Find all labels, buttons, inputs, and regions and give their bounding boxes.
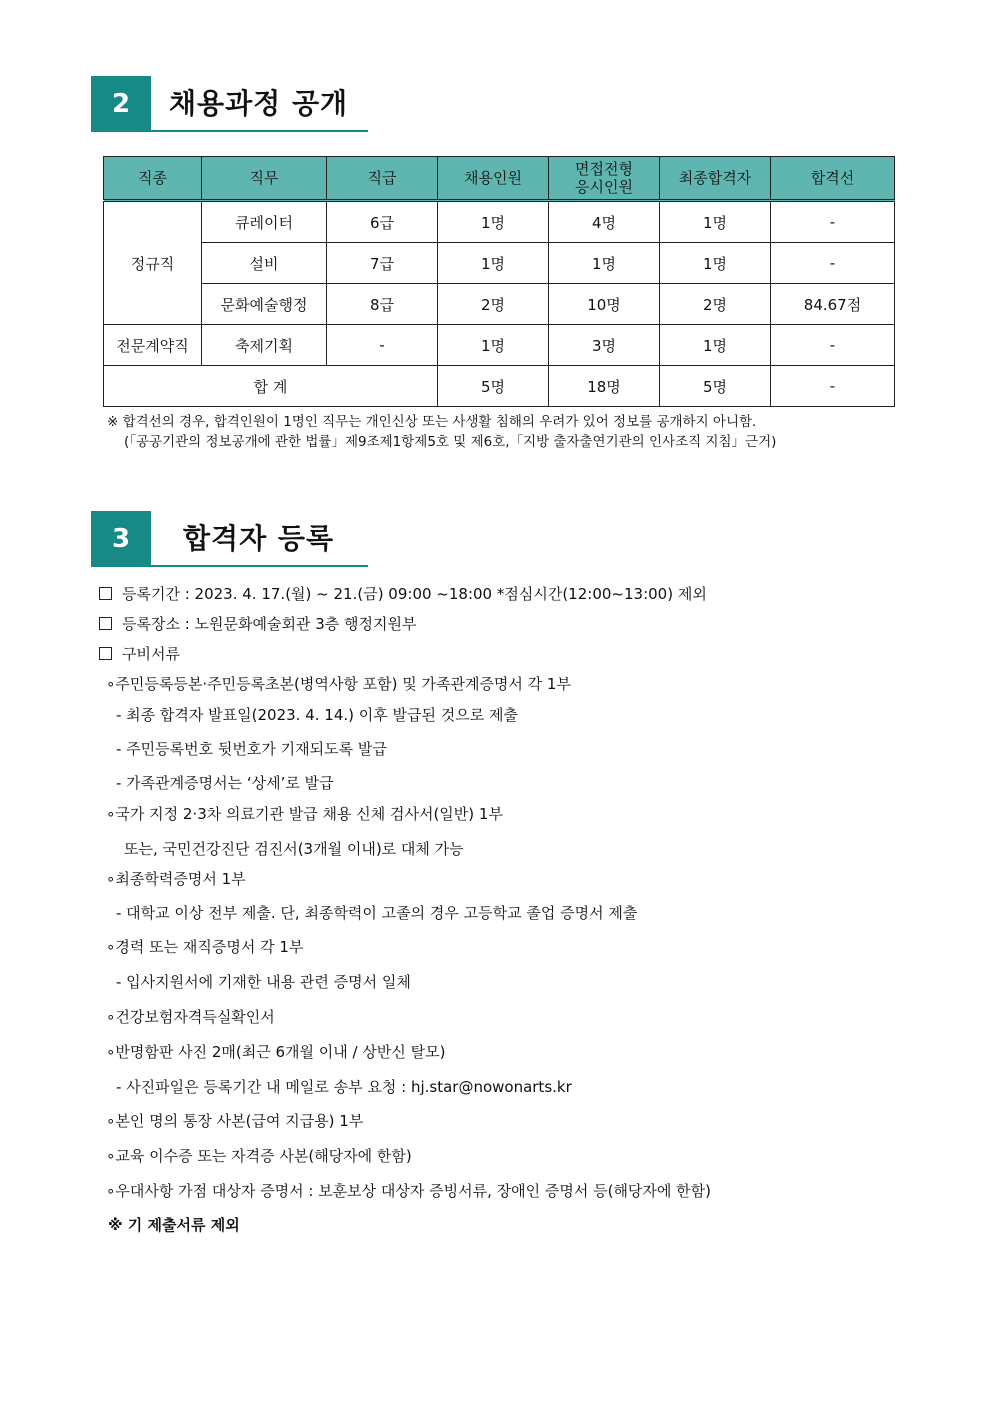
table-cell: 10명	[549, 284, 660, 325]
table-cell: 1명	[549, 243, 660, 284]
table-cell: 3명	[549, 325, 660, 366]
table-cell: 84.67점	[771, 284, 895, 325]
registration-period	[99, 583, 707, 604]
registration-place-text: 등록장소 : 노원문화예술회관 3층 행정지원부	[122, 615, 417, 633]
header-final-passers: 최종합격자	[660, 157, 771, 201]
total-label: 합 계	[104, 366, 438, 407]
group-cell-contract: 전문계약직	[104, 325, 202, 366]
table-cell: 축제기획	[202, 325, 327, 366]
checkbox-square-icon	[99, 587, 112, 600]
list-item: - 최종 합격자 발표일(2023. 4. 14.) 이후 발급된 것으로 제출	[116, 706, 518, 724]
list-item: ∘주민등록등본·주민등록초본(병역사항 포함) 및 가족관계증명서 각 1부	[106, 675, 571, 693]
table-row	[104, 284, 895, 325]
table-cell: 6급	[327, 201, 438, 243]
table-total-row	[104, 366, 895, 407]
table-cell: 1명	[660, 243, 771, 284]
registration-period-text: 등록기간 : 2023. 4. 17.(월) ~ 21.(금) 09:00 ~18:00 *점심시간(12:00~13:00) 제외	[122, 585, 707, 603]
header-cutoff: 합격선	[771, 157, 895, 201]
list-item: ∘국가 지정 2·3차 의료기관 발급 채용 신체 검사서(일반) 1부	[106, 805, 503, 823]
table-row	[104, 201, 895, 243]
header-job-grade: 직급	[327, 157, 438, 201]
section-3-title: 합격자 등록	[183, 522, 334, 555]
table-cell: 1명	[660, 325, 771, 366]
table-cell: 문화예술행정	[202, 284, 327, 325]
table-cell: 1명	[438, 325, 549, 366]
list-item: - 사진파일은 등록기간 내 메일로 송부 요청 : hj.star@nowonarts.kr	[116, 1078, 572, 1096]
table-cell: -	[771, 201, 895, 243]
table-cell: 설비	[202, 243, 327, 284]
section-3-underline	[91, 565, 368, 567]
table-cell: -	[771, 243, 895, 284]
header-hires: 채용인원	[438, 157, 549, 201]
table-cell: 2명	[660, 284, 771, 325]
table-cell: 8급	[327, 284, 438, 325]
table-cell: 1명	[438, 243, 549, 284]
list-item: ∘반명함판 사진 2매(최근 6개월 이내 / 상반신 탈모)	[106, 1043, 446, 1061]
list-item: 또는, 국민건강진단 검진서(3개월 이내)로 대체 가능	[124, 840, 464, 858]
list-item: - 주민등록번호 뒷번호가 기재되도록 발급	[116, 740, 387, 758]
table-row	[104, 325, 895, 366]
total-final: 5명	[660, 366, 771, 407]
list-item: - 입사지원서에 기재한 내용 관련 증명서 일체	[116, 973, 411, 991]
list-item: ∘우대사항 가점 대상자 증명서 : 보훈보상 대상자 증빙서류, 장애인 증명서 등(해당자에 한함)	[106, 1182, 712, 1200]
list-item: - 대학교 이상 전부 제출. 단, 최종학력이 고졸의 경우 고등학교 졸업 증명서 제출	[116, 904, 638, 922]
documents-footnote: ※ 기 제출서류 제외	[108, 1216, 240, 1234]
checkbox-square-icon	[99, 647, 112, 660]
list-item: ∘본인 명의 통장 사본(급여 지급용) 1부	[106, 1112, 364, 1130]
table-note-2: (「공공기관의 정보공개에 관한 법률」제9조제1항제5호 및 제6호,「지방 출자출연기관의 인사조직 지침」근거)	[124, 434, 777, 450]
table-cell: 1명	[660, 201, 771, 243]
table-cell: 7급	[327, 243, 438, 284]
list-item: ∘최종학력증명서 1부	[106, 870, 246, 888]
header-interviewees: 면접전형 응시인원	[549, 157, 660, 201]
table-row	[104, 243, 895, 284]
section-2-title: 채용과정 공개	[169, 87, 349, 120]
list-item: - 가족관계증명서는 ‘상세’로 발급	[116, 774, 334, 792]
header-job-duty: 직무	[202, 157, 327, 201]
registration-place	[99, 613, 417, 634]
total-interviewees: 18명	[549, 366, 660, 407]
recruitment-table	[103, 156, 895, 407]
documents-title-text: 구비서류	[122, 645, 180, 663]
section-2-underline	[91, 130, 368, 132]
checkbox-square-icon	[99, 617, 112, 630]
table-cell: -	[327, 325, 438, 366]
table-note-1: ※ 합격선의 경우, 합격인원이 1명인 직무는 개인신상 또는 사생활 침해의 우려가 있어 정보를 공개하지 아니함.	[107, 414, 757, 430]
group-cell-regular: 정규직	[104, 201, 202, 325]
list-item: ∘건강보험자격득실확인서	[106, 1008, 275, 1026]
table-cell: 4명	[549, 201, 660, 243]
section-2-number: 2	[91, 76, 151, 132]
section-3-number: 3	[91, 511, 151, 567]
header-job-category: 직종	[104, 157, 202, 201]
table-cell: -	[771, 325, 895, 366]
table-cell: 1명	[438, 201, 549, 243]
list-item: ∘교육 이수증 또는 자격증 사본(해당자에 한함)	[106, 1147, 412, 1165]
total-cutoff: -	[771, 366, 895, 407]
table-cell: 큐레이터	[202, 201, 327, 243]
documents-title	[99, 643, 180, 664]
list-item: ∘경력 또는 재직증명서 각 1부	[106, 938, 304, 956]
table-header-row	[104, 157, 895, 201]
table-cell: 2명	[438, 284, 549, 325]
total-hires: 5명	[438, 366, 549, 407]
